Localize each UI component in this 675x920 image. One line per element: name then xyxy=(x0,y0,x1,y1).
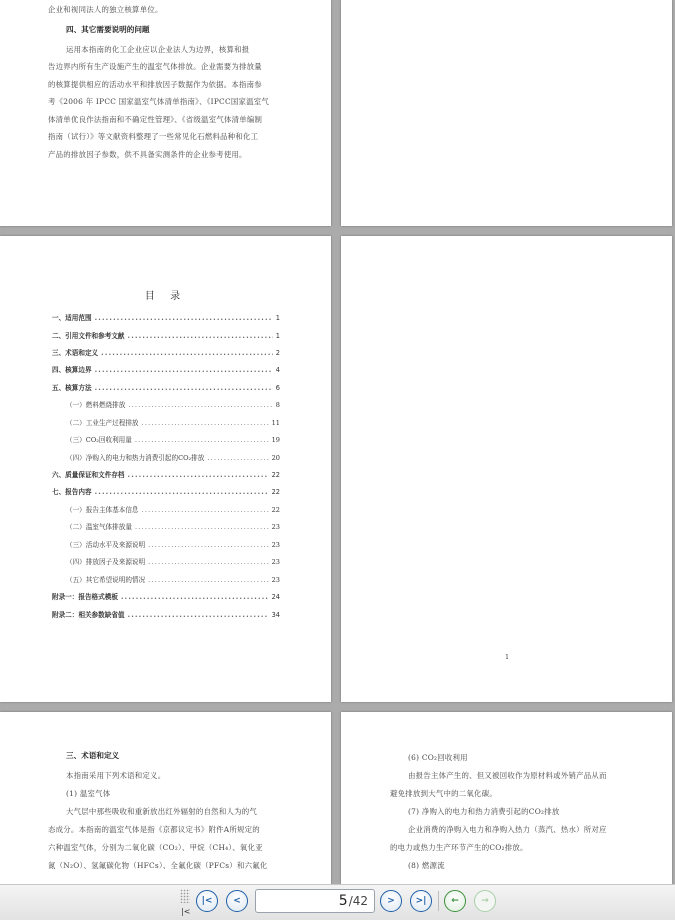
toc-item-page: 2 xyxy=(275,349,280,357)
toc-item-page: 22 xyxy=(271,471,280,479)
toc-item-page: 1 xyxy=(275,332,280,340)
toc-leader-dots xyxy=(128,471,269,479)
toc-item-page: 23 xyxy=(271,558,280,566)
section-heading: 三、术语和定义 xyxy=(66,751,120,760)
toc-item[interactable] xyxy=(52,399,280,411)
toc-item-label: 六、质量保证和文件存档 xyxy=(52,471,125,479)
toc-leader-dots xyxy=(95,366,273,374)
toc-item-page: 6 xyxy=(275,384,280,392)
paragraph-line: (1) 温室气体 xyxy=(66,789,111,798)
toc-item-page: 22 xyxy=(271,506,280,514)
toolbar-divider xyxy=(438,891,439,911)
toc-item-label: （三）CO₂回收利用量 xyxy=(66,436,132,444)
toc-item[interactable] xyxy=(52,434,280,446)
paragraph-line: 企业和视同法人的独立核算单位。 xyxy=(48,5,163,14)
toc-leader-dots xyxy=(142,506,269,514)
toc-leader-dots xyxy=(135,523,269,531)
paragraph-line: 避免排放到大气中的二氧化碳。 xyxy=(390,789,497,798)
document-page xyxy=(341,712,672,884)
first-page-small-icon[interactable]: |< xyxy=(181,907,191,916)
toc-leader-dots xyxy=(142,419,269,427)
document-page xyxy=(0,0,331,226)
page-number: 1 xyxy=(505,654,509,661)
toc-item[interactable] xyxy=(52,417,280,429)
last-page-icon[interactable]: >| xyxy=(410,890,432,912)
toc-item-label: 四、核算边界 xyxy=(52,366,92,374)
toc-title: 目 录 xyxy=(144,291,187,302)
paragraph-line: 态成分。本指南的温室气体是指《京都议定书》附件A所规定的 xyxy=(48,825,260,834)
toc-item-label: （一）燃料燃烧排放 xyxy=(66,401,126,409)
go-back-icon[interactable]: ← xyxy=(444,890,466,912)
paragraph-line: 运用本指南的化工企业应以企业法人为边界，核算和报 xyxy=(66,45,250,54)
toc-item[interactable] xyxy=(52,486,280,498)
toc-item-label: 附录一：报告格式模板 xyxy=(52,593,118,601)
current-page-value: 5 xyxy=(338,893,348,909)
next-page-icon[interactable]: > xyxy=(380,890,402,912)
toc-leader-dots xyxy=(207,454,268,462)
table-of-contents-page xyxy=(0,236,331,702)
toc-item[interactable] xyxy=(52,609,280,621)
toc-leader-dots xyxy=(95,314,273,322)
toc-item-page: 1 xyxy=(275,314,280,322)
toc-item-page: 4 xyxy=(275,366,280,374)
toc-leader-dots xyxy=(148,576,268,584)
toc-leader-dots xyxy=(148,558,268,566)
paragraph-line: 企业消费的净购入电力和净购入热力（蒸汽、热水）所对应 xyxy=(408,825,607,834)
toc-item-label: 五、核算方法 xyxy=(52,384,92,392)
section-heading: 四、其它需要说明的问题 xyxy=(66,25,150,34)
toc-item-label: 二、引用文件和参考文献 xyxy=(52,332,125,340)
toc-leader-dots xyxy=(128,401,272,409)
toc-leader-dots xyxy=(135,436,269,444)
toc-item[interactable] xyxy=(52,521,280,533)
toc-leader-dots xyxy=(128,332,273,340)
toc-item-page: 34 xyxy=(271,611,280,619)
toc-item[interactable] xyxy=(52,539,280,551)
toc-item[interactable] xyxy=(52,364,280,376)
go-forward-icon[interactable]: → xyxy=(474,890,496,912)
toc-item[interactable] xyxy=(52,469,280,481)
toc-item-page: 19 xyxy=(271,436,280,444)
total-pages-label: /42 xyxy=(348,894,368,908)
toc-item[interactable] xyxy=(52,382,280,394)
paragraph-line: (6) CO₂回收利用 xyxy=(408,753,468,762)
toc-item-label: （五）其它希望说明的情况 xyxy=(66,576,146,584)
toc-item-label: （二）工业生产过程排放 xyxy=(66,419,139,427)
paragraph-line: 氮（N₂O）、氢氟碳化物（HFCs）、全氟化碳（PFCs）和六氟化 xyxy=(48,861,268,870)
toc-item-page: 11 xyxy=(271,419,280,427)
toc-item-page: 23 xyxy=(271,576,280,584)
toc-leader-dots xyxy=(101,349,273,357)
toc-item[interactable] xyxy=(52,574,280,586)
toc-item[interactable] xyxy=(52,504,280,516)
document-page xyxy=(0,712,331,884)
paragraph-line: 产品的排放因子参数，供不具备实测条件的企业参考使用。 xyxy=(48,150,247,159)
paragraph-line: 体清单优良作法指南和不确定性管理》、《省级温室气体清单编制 xyxy=(48,115,263,124)
document-page xyxy=(341,0,672,226)
toc-item-label: （一）报告主体基本信息 xyxy=(66,506,139,514)
toc-leader-dots xyxy=(95,384,273,392)
toc-item-page: 23 xyxy=(271,541,280,549)
toc-item-page: 24 xyxy=(271,593,280,601)
toc-item-label: 一、适用范围 xyxy=(52,314,92,322)
toc-item-page: 8 xyxy=(275,401,280,409)
document-page xyxy=(341,236,672,702)
paragraph-line: 告边界内所有生产设施产生的温室气体排放。企业需要为排放量 xyxy=(48,62,262,71)
toc-leader-dots xyxy=(128,611,269,619)
first-page-icon[interactable]: |< xyxy=(196,890,218,912)
toc-item-page: 22 xyxy=(271,488,280,496)
toc-item[interactable] xyxy=(52,312,280,324)
paragraph-line: 六种温室气体，分别为二氧化碳（CO₂）、甲烷（CH₄）、氧化亚 xyxy=(48,843,263,852)
toc-item-label: （三）活动水平及来源说明 xyxy=(66,541,146,549)
paragraph-line: (8) 燃源流 xyxy=(408,861,445,870)
toc-item-label: 七、报告内容 xyxy=(52,488,92,496)
paragraph-line: 大气层中那些吸收和重新放出红外辐射的自然和人为的气 xyxy=(66,807,258,816)
toc-item-page: 20 xyxy=(271,454,280,462)
toc-item-label: 附录二：相关参数缺省值 xyxy=(52,611,125,619)
paragraph-line: (7) 净购入的电力和热力消费引起的CO₂排放 xyxy=(408,807,560,816)
paragraph-line: 考《2006 年 IPCC 国家温室气体清单指南》、《IPCC国家温室气 xyxy=(48,97,270,106)
toc-item[interactable] xyxy=(52,452,280,464)
previous-page-icon[interactable]: < xyxy=(226,890,248,912)
page-number-field[interactable] xyxy=(255,889,375,913)
paragraph-line: 的核算提供相应的活动水平和排放因子数据作为依据。本指南参 xyxy=(48,80,262,89)
toc-item-page: 23 xyxy=(271,523,280,531)
paragraph-line: 由报告主体产生的、但又被回收作为原材料或外销产品从而 xyxy=(408,771,607,780)
toc-item[interactable] xyxy=(52,591,280,603)
toc-item-label: 三、术语和定义 xyxy=(52,349,99,357)
toc-item-label: （四）净购入的电力和热力消费引起的CO₂排放 xyxy=(66,454,205,462)
toc-leader-dots xyxy=(95,488,269,496)
toolbar-grip-icon[interactable] xyxy=(180,889,190,903)
toc-item[interactable] xyxy=(52,556,280,568)
paragraph-line: 的电力或热力生产环节产生的CO₂排放。 xyxy=(390,843,528,852)
toc-item[interactable] xyxy=(52,330,280,342)
toc-leader-dots xyxy=(148,541,268,549)
paragraph-line: 指南（试行）》等文献资料整理了一些常见化石燃料品种和化工 xyxy=(48,132,259,141)
paragraph-line: 本指南采用下列术语和定义。 xyxy=(66,771,166,780)
navigation-toolbar xyxy=(0,884,675,920)
toc-item-label: （四）排放因子及来源说明 xyxy=(66,558,146,566)
toc-leader-dots xyxy=(121,593,269,601)
toc-item-label: （二）温室气体排放量 xyxy=(66,523,132,531)
toc-item[interactable] xyxy=(52,347,280,359)
